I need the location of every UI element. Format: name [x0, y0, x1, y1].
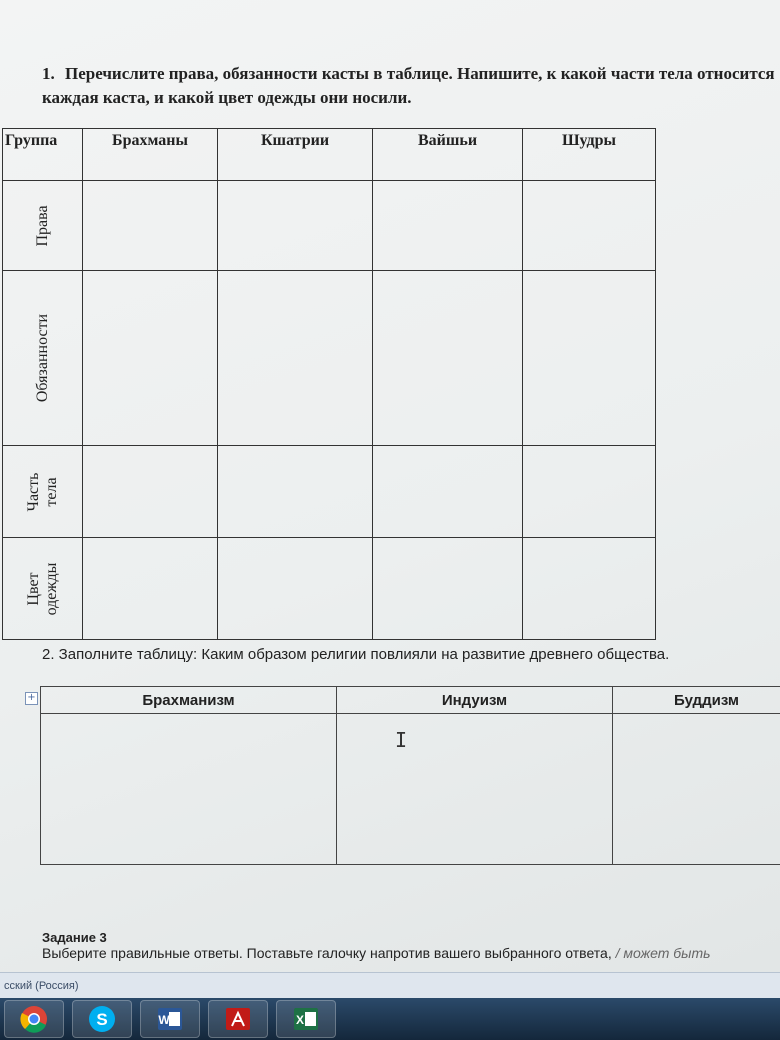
header-shudras: Шудры [523, 129, 656, 181]
row-label-duties: Обязанности [3, 271, 83, 446]
task3-note: / может быть [615, 945, 711, 961]
table-row [41, 714, 780, 865]
table-cell[interactable] [373, 538, 523, 640]
header-hinduism: Индуизм [337, 687, 613, 714]
table-cell[interactable] [218, 446, 373, 538]
task1-number: 1. [42, 64, 55, 83]
table-cell[interactable] [337, 714, 613, 865]
header-vaishyas: Вайшьи [373, 129, 523, 181]
table-cell[interactable] [83, 446, 218, 538]
religions-table-header [41, 687, 780, 714]
table-cell[interactable] [523, 181, 656, 271]
table-cell[interactable] [83, 538, 218, 640]
table-cell[interactable] [218, 181, 373, 271]
excel-icon[interactable] [276, 1000, 336, 1038]
task1-instruction [42, 62, 778, 110]
row-label-body-part: Часть тела [3, 446, 83, 538]
svg-text:S: S [96, 1010, 108, 1029]
skype-icon[interactable] [72, 1000, 132, 1038]
table-cell[interactable] [523, 446, 656, 538]
chrome-icon[interactable] [4, 1000, 64, 1038]
table-cell[interactable] [523, 271, 656, 446]
table-cell[interactable] [373, 446, 523, 538]
task1-text: Перечислите права, обязанности касты в таблице. Напишите, к какой части тела относится каждая каста, и какой цвет одежды они носили. [42, 64, 775, 107]
acrobat-icon[interactable] [208, 1000, 268, 1038]
table-cell[interactable] [523, 538, 656, 640]
header-brahmanism: Брахманизм [41, 687, 337, 714]
table-row [3, 271, 656, 446]
language-indicator[interactable]: сский (Россия) [4, 980, 79, 992]
table-cell[interactable] [83, 181, 218, 271]
table-cell[interactable] [373, 181, 523, 271]
header-buddhism: Буддизм [613, 687, 780, 714]
table-row [3, 446, 656, 538]
table-row [3, 181, 656, 271]
text-cursor-icon: I [395, 728, 408, 752]
task3-block [42, 930, 780, 961]
status-bar [0, 972, 780, 998]
svg-text:W: W [158, 1013, 170, 1027]
table-cell[interactable] [218, 271, 373, 446]
castes-table [2, 128, 656, 640]
table-cell[interactable] [83, 271, 218, 446]
header-group: Группа [3, 129, 83, 181]
table-row [3, 538, 656, 640]
row-label-clothing-color: Цвет одежды [3, 538, 83, 640]
row-label-rights: Права [3, 181, 83, 271]
table-cell[interactable] [613, 714, 780, 865]
header-kshatriyas: Кшатрии [218, 129, 373, 181]
task3-title: Задание 3 [42, 930, 107, 945]
table-move-handle-icon[interactable]: + [25, 692, 38, 705]
word-icon[interactable] [140, 1000, 200, 1038]
header-brahmins: Брахманы [83, 129, 218, 181]
svg-text:X: X [295, 1013, 305, 1027]
task2-instruction: 2. Заполните таблицу: Каким образом религии повлияли на развитие древнего общества. [42, 646, 670, 663]
table-cell[interactable] [41, 714, 337, 865]
task3-text: Выберите правильные ответы. Поставьте галочку напротив вашего выбранного ответа, / может быть [42, 945, 711, 961]
religions-table [40, 686, 780, 865]
table-cell[interactable] [373, 271, 523, 446]
table-cell[interactable] [218, 538, 373, 640]
castes-table-header [3, 129, 656, 181]
taskbar [0, 998, 780, 1040]
